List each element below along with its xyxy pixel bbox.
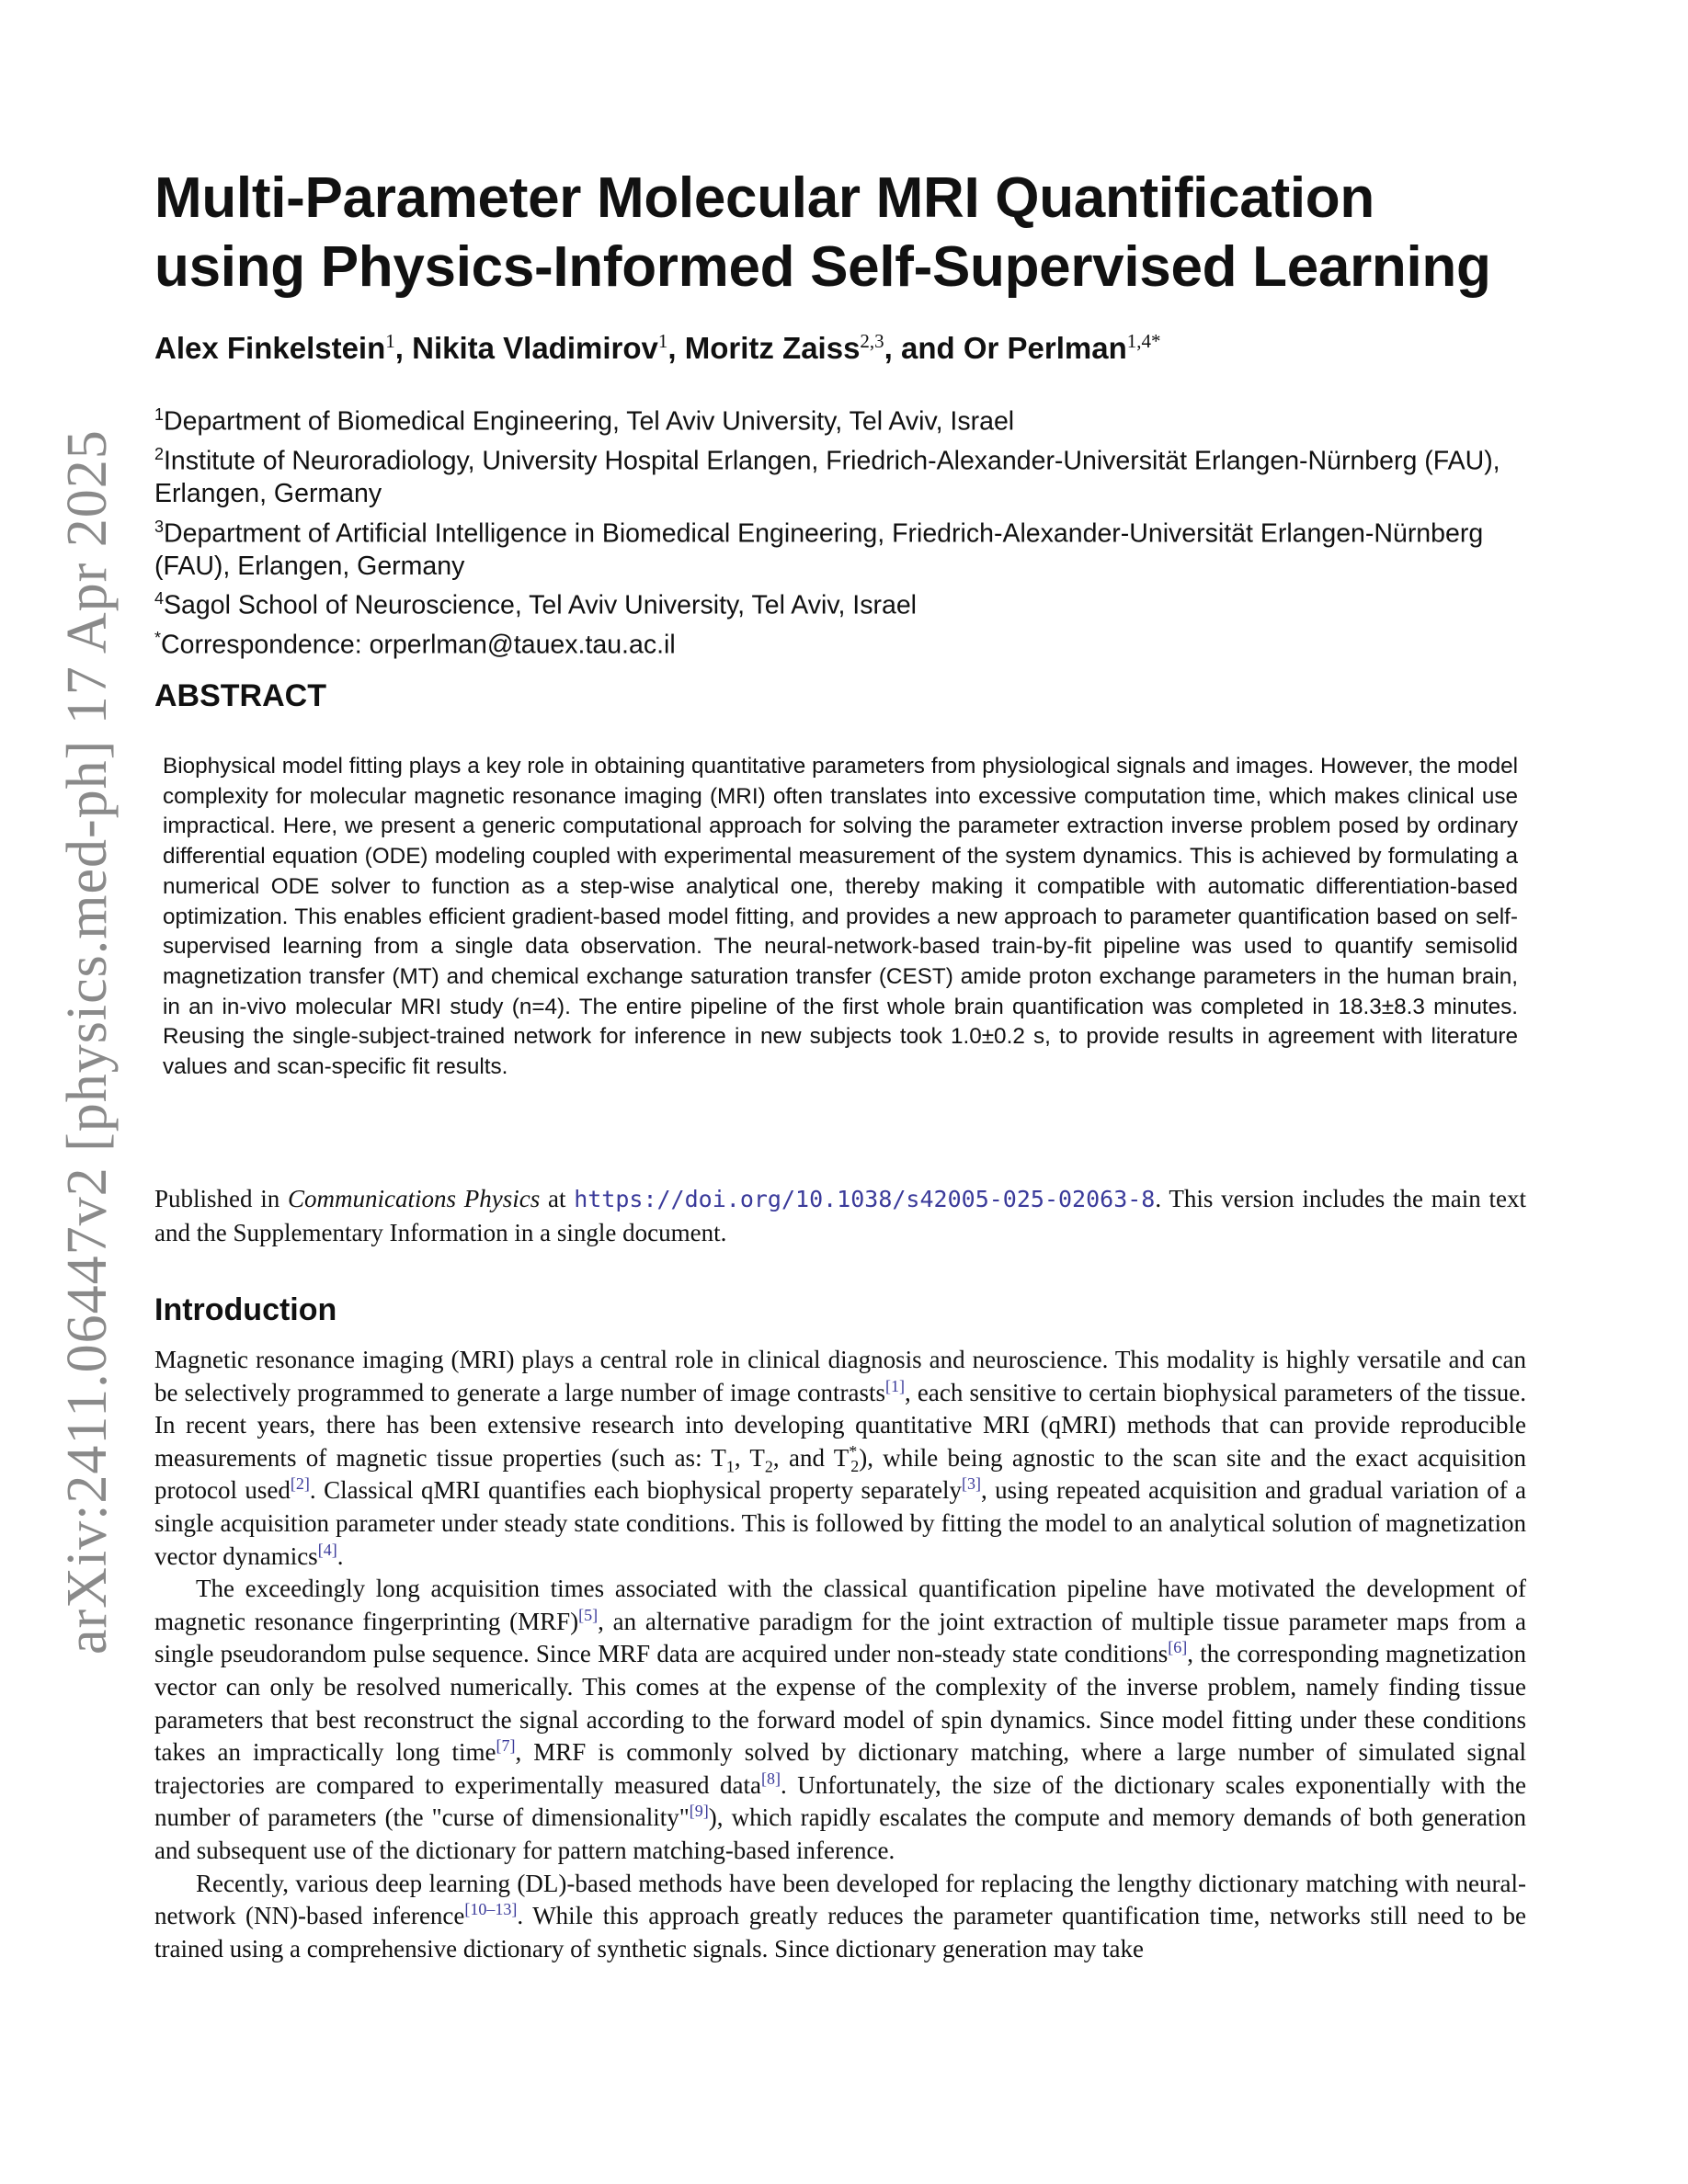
citation-link[interactable]: [7] <box>496 1736 516 1756</box>
doi-link[interactable]: https://doi.org/10.1038/s42005-025-02063-8 <box>574 1186 1156 1212</box>
citation-link[interactable]: [10–13] <box>464 1900 518 1919</box>
author-list <box>154 322 1534 368</box>
author-name: Moritz Zaiss <box>684 331 861 365</box>
subscript: 2 <box>764 1457 773 1476</box>
author-affiliation-mark: 1 <box>385 330 395 352</box>
subscript: 1 <box>725 1457 735 1476</box>
paragraph-text: , each sensitive to certain biophysical parameters of the tissue. In recent years, there has been extensive research into developing quantitative MRI (qMRI) methods that can provide reproducible measurements of magnetic tissue properties (such as: T <box>154 1378 1527 1472</box>
introduction-paragraph <box>154 1868 1526 1966</box>
author-affiliation-mark: 1 <box>657 330 668 352</box>
correspondence-item <box>154 622 1534 662</box>
affiliation-list <box>154 399 1534 662</box>
citation-link[interactable]: [2] <box>290 1474 310 1494</box>
arxiv-identifier-stamp: arXiv:2411.06447v2 [physics.med-ph] 17 Apr 2025 <box>56 429 119 1655</box>
introduction-paragraph <box>154 1344 1526 1573</box>
paragraph-text: . Classical qMRI quantifies each biophysical property separately <box>309 1476 962 1505</box>
superscript: * <box>849 1441 858 1461</box>
affiliation-mark: 1 <box>154 405 165 424</box>
affiliation-mark: 3 <box>154 517 165 536</box>
affiliation-item <box>154 511 1534 584</box>
publication-at: at <box>540 1185 575 1212</box>
publication-note <box>154 1182 1526 1249</box>
paragraph-text: , the corresponding magnetization vector can only be resolved numerically. This comes at the expense of the complexity of the inverse problem, namely finding tissue parameters that best reconstruct the signal according to the forward model of spin dynamics. Since model fitting under these conditions takes an impractically long time <box>154 1640 1526 1767</box>
paragraph-text: , T <box>734 1443 765 1472</box>
affiliation-text: Department of Biomedical Engineering, Tel Aviv University, Tel Aviv, Israel <box>164 406 1015 437</box>
correspondence-text: Correspondence: orperlman@tauex.tau.ac.il <box>161 630 676 660</box>
author-name: Nikita Vladimirov <box>412 331 658 365</box>
paragraph-text: , MRF is commonly solved by dictionary matching, where a large number of simulated signal trajectories are compared to experimentally measured data <box>154 1738 1526 1799</box>
paper-title: Multi-Parameter Molecular MRI Quantification using Physics-Informed Self-Supervised Learning <box>154 166 1491 299</box>
citation-link[interactable]: [3] <box>961 1474 981 1494</box>
affiliation-item <box>154 399 1534 438</box>
paragraph-text: . <box>336 1541 344 1570</box>
paragraph-text: The exceedingly long acquisition times associated with the classical quantification pipeline have motivated the development of magnetic resonance fingerprinting (MRF) <box>154 1575 1526 1635</box>
author-name: Alex Finkelstein <box>154 331 386 365</box>
citation-link[interactable]: [6] <box>1168 1638 1188 1657</box>
paragraph-text: Magnetic resonance imaging (MRI) plays a central role in clinical diagnosis and neuroscience. This modality is highly versatile and can be selectively programmed to generate a large number of image contrasts <box>154 1346 1526 1406</box>
paragraph-text: . While this approach greatly reduces the parameter quantification time, networks still need to be trained using a comprehensive dictionary of synthetic signals. Since dictionary generation may take <box>154 1902 1526 1962</box>
paragraph-text: , an alternative paradigm for the joint extraction of multiple tissue parameter maps from a single pseudorandom pulse sequence. Since MRF data are acquired under non-steady state conditions <box>154 1607 1526 1668</box>
affiliation-text: Sagol School of Neuroscience, Tel Aviv University, Tel Aviv, Israel <box>164 590 918 620</box>
paragraph-text: ), while being agnostic to the scan site and the exact acquisition protocol used <box>154 1443 1526 1505</box>
author-name: Or Perlman <box>963 331 1127 365</box>
citation-link[interactable]: [4] <box>317 1540 337 1559</box>
paragraph-text: Recently, various deep learning (DL)-based methods have been developed for replacing the lengthy dictionary matching with neural-network (NN)-based inference <box>154 1869 1526 1930</box>
citation-link[interactable]: [1] <box>885 1376 906 1395</box>
author-separator: , <box>667 331 685 365</box>
affiliation-item <box>154 583 1534 622</box>
subscript: 2 <box>850 1457 860 1476</box>
paragraph-text: . Unfortunately, the size of the dictionary scales exponentially with the number of parameters (the "curse of dimensionality" <box>154 1770 1526 1832</box>
abstract-heading: ABSTRACT <box>154 678 326 713</box>
author-affiliation-mark: 2,3 <box>860 330 884 352</box>
affiliation-item <box>154 438 1534 511</box>
publication-prefix: Published in <box>154 1185 288 1212</box>
author-separator: , and <box>884 331 964 365</box>
publication-suffix: . This version includes the main text and the Supplementary Information in a single document. <box>154 1185 1526 1246</box>
citation-link[interactable]: [8] <box>760 1769 781 1788</box>
author-affiliation-mark: 1,4* <box>1126 330 1161 352</box>
affiliation-mark: * <box>154 629 162 647</box>
author-separator: , <box>394 331 413 365</box>
paragraph-text: , using repeated acquisition and gradual variation of a single acquisition parameter under steady state conditions. This is followed by fitting the model to an analytical solution of magnetization vector dynamics <box>154 1476 1526 1570</box>
introduction-paragraph <box>154 1573 1526 1867</box>
abstract-body: Biophysical model fitting plays a key role in obtaining quantitative parameters from physiological signals and images. However, the model complexity for molecular magnetic resonance imaging (MRI) often translates into excessive computation time, which makes clinical use impractical. Here, we present a generic computational approach for solving the parameter extraction inverse problem posed by ordinary differential equation (ODE) modeling coupled with experimental measurement of the system dynamics. This is achieved by formulating a numerical ODE solver to function as a step-wise analytical one, thereby making it compatible with automatic differentiation-based optimization. This enables efficient gradient-based model fitting, and provides a new approach to parameter quantification based on self-supervised learning from a single data observation. The neural-network-based train-by-fit pipeline was used to quantify semisolid magnetization transfer (MT) and chemical exchange saturation transfer (CEST) amide proton exchange parameters in the human brain, in an in-vivo molecular MRI study (n=4). The entire pipeline of the first whole brain quantification was completed in 18.3±8.3 minutes. Reusing the single-subject-trained network for inference in new subjects took 1.0±0.2 s, to provide results in agreement with literature values and scan-specific fit results. <box>163 754 1518 1080</box>
journal-name: Communications Physics <box>288 1185 541 1212</box>
citation-link[interactable]: [5] <box>578 1605 599 1624</box>
affiliation-mark: 4 <box>154 589 165 608</box>
affiliation-text: Department of Artificial Intelligence in Biomedical Engineering, Friedrich-Alexander-Universität Erlangen-Nürnberg (FAU), Erlangen, Germany <box>154 518 1484 581</box>
paragraph-text: , and T <box>772 1443 850 1472</box>
affiliation-mark: 2 <box>154 445 165 463</box>
paragraph-text: ), which rapidly escalates the compute and memory demands of both generation and subsequent use of the dictionary for pattern matching-based inference. <box>154 1803 1526 1864</box>
introduction-heading: Introduction <box>154 1292 337 1327</box>
citation-link[interactable]: [9] <box>689 1802 709 1821</box>
introduction-body <box>154 1344 1526 1965</box>
affiliation-text: Institute of Neuroradiology, University Hospital Erlangen, Friedrich-Alexander-Universität Erlangen-Nürnberg (FAU), Erlangen, Germany <box>154 446 1500 508</box>
